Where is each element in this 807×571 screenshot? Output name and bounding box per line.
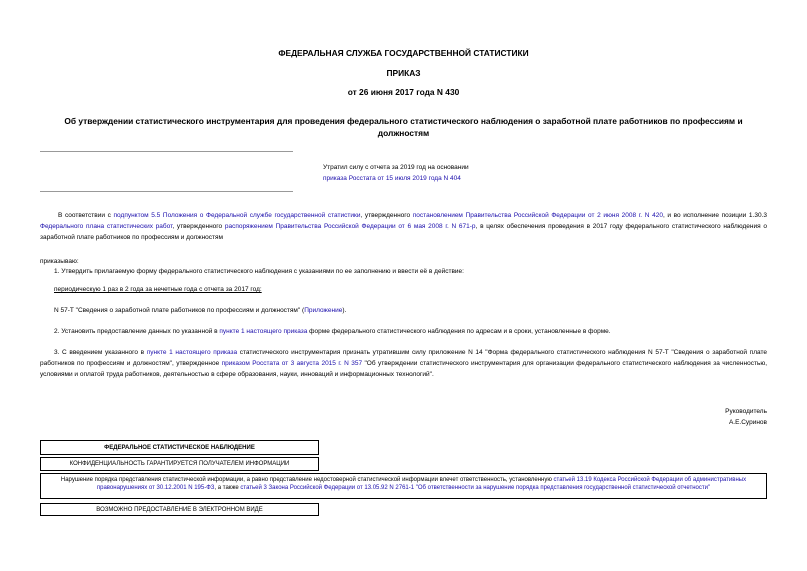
repeal-order-link[interactable]: приказа Росстата от 15 июля 2019 года N 404 bbox=[323, 175, 461, 182]
item-1: 1. Утвердить прилагаемую форму федерального статистического наблюдения с указаниями по ее заполнению и ввести её в действие: bbox=[54, 268, 464, 275]
date-number-heading: от 26 июня 2017 года N 430 bbox=[347, 87, 460, 97]
clause-1-link[interactable]: пункте 1 настоящего приказа bbox=[219, 328, 308, 335]
signature-role: Руководитель bbox=[725, 408, 767, 415]
separator-line bbox=[40, 191, 293, 192]
item-2: 2. Установить предоставление данных по указанной в пункте 1 настоящего приказа форме федерального статистического наблюдения по адресам и в сроки, установленные в форме. bbox=[54, 328, 611, 335]
periodicity: периодическую 1 раз в 2 года за нечетные года с отчета за 2017 год: bbox=[54, 286, 262, 293]
document-title: Об утверждении статистического инструментария для проведения федерального статистического наблюдения о заработной плате работников по профессиям и должностям bbox=[64, 116, 743, 138]
clause-1-link[interactable]: пункте 1 настоящего приказа bbox=[146, 349, 238, 356]
fed-observation-box: ФЕДЕРАЛЬНОЕ СТАТИСТИЧЕСКОЕ НАБЛЮДЕНИЕ bbox=[40, 440, 319, 455]
appendix-link[interactable]: Приложение bbox=[304, 307, 343, 314]
separator-line bbox=[40, 151, 293, 152]
stat-plan-link[interactable]: Федерального плана статистических работ bbox=[40, 223, 173, 230]
preamble-paragraph: В соответствии с подпунктом 5.5 Положения о Федеральной службе государственной статистики, утвержденного постановлением Правительства Российской Федерации от 2 июня 2008 г. N 420, и во исполнение позиции 1.30.3 Федерального плана статистических работ, утвержденного распоряжением Правительства Российской Федерации от 6 мая 2008 г. N 671-р, в целях обеспечения проведения в 2017 году федерального статистического наблюдения о заработной плате работников по профессиям и должностям bbox=[40, 212, 768, 241]
warning-box: Нарушение порядка представления статистической информации, а равно представление недостоверной статистической информации влечет ответственность, установленную статьей 13.19 Кодекса Российской Федерации об административных правонарушениях от 30.12.2001 N 195-ФЗ, а также статьей 3 Закона Российской Федерации от 13.05.92 N 2761-1 "Об ответственности за нарушение порядка представления государственной статистической отчетности" bbox=[40, 473, 767, 499]
law-article-link[interactable]: статьей 3 Закона Российской Федерации от 13.05.92 N 2761-1 "Об ответственности за нарушение порядка представления государственной статистической отчетности" bbox=[240, 485, 711, 491]
regulation-link[interactable]: подпунктом 5.5 Положения о Федеральной службе государственной статистики bbox=[113, 212, 361, 219]
electronic-submission-box: ВОЗМОЖНО ПРЕДОСТАВЛЕНИЕ В ЭЛЕКТРОННОМ ВИДЕ bbox=[40, 503, 319, 516]
koap-article-link[interactable]: статьей 13.19 Кодекса Российской Федерации об административных правонарушениях от 30.12.2001 N 195-ФЗ bbox=[96, 477, 747, 491]
decree-link[interactable]: постановлением Правительства Российской Федерации от 2 июня 2008 г. N 420 bbox=[412, 212, 663, 219]
agency-heading: ФЕДЕРАЛЬНАЯ СЛУЖБА ГОСУДАРСТВЕННОЙ СТАТИСТИКИ bbox=[278, 48, 529, 58]
form-line: N 57-Т "Сведения о заработной плате работников по профессиям и должностям" (Приложение). bbox=[54, 307, 347, 314]
rosstat-order-link[interactable]: приказом Росстата от 3 августа 2015 г. N 357 bbox=[221, 360, 363, 367]
note-line: Утратил силу с отчета за 2019 год на основании bbox=[323, 164, 469, 171]
order-word: приказываю: bbox=[40, 258, 79, 265]
confidentiality-box: КОНФИДЕНЦИАЛЬНОСТЬ ГАРАНТИРУЕТСЯ ПОЛУЧАТЕЛЕМ ИНФОРМАЦИИ bbox=[40, 457, 319, 471]
signature-name: А.Е.Суринов bbox=[728, 419, 767, 426]
item-3: 3. С введением указанного в пункте 1 настоящего приказа статистического инструментария признать утратившим силу приложение N 14 "Форма федерального статистического наблюдения N 57-Т "Сведения о заработной плате работников по профессиям и должностям", утвержденное приказом Росстата от 3 августа 2015 г. N 357 "Об утверждении статистического инструментария для организации федерального статистического наблюдения за численностью, условиями и оплатой труда работников, деятельностью в сфере образования, науки, инноваций и информационных технологий". bbox=[40, 349, 768, 378]
note-link[interactable] bbox=[323, 175, 461, 182]
order-link[interactable]: распоряжением Правительства Российской Федерации от 6 мая 2008 г. N 671-р bbox=[224, 223, 476, 230]
doc-type-heading: ПРИКАЗ bbox=[386, 68, 421, 78]
